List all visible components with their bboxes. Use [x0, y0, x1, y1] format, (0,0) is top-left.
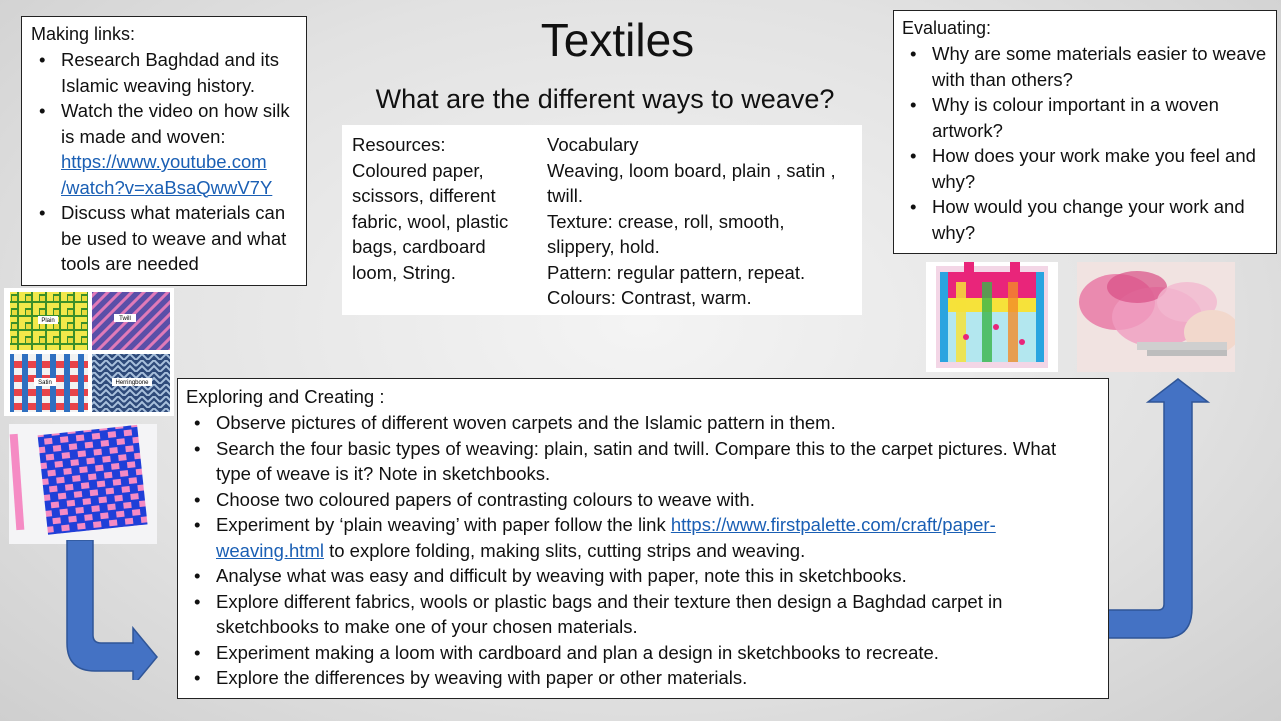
- bent-arrow-left: [55, 540, 165, 680]
- list-item: • Choose two coloured papers of contrasting colours to weave with.: [186, 487, 1096, 513]
- resources-column: [352, 132, 542, 285]
- paper-weaving-graphic: [9, 424, 157, 544]
- exploring-creating-box: [177, 378, 1109, 699]
- weave-label-satin: Satin: [38, 380, 52, 386]
- vocabulary-heading: Vocabulary: [547, 134, 639, 155]
- vocabulary-line: Pattern: regular pattern, repeat.: [547, 261, 806, 283]
- list-item: • Discuss what materials can be used to weave and what tools are needed: [31, 200, 298, 277]
- making-links-heading: Making links:: [31, 24, 136, 44]
- list-item: • Experiment making a loom with cardboard and plan a design in sketchbooks to recreate.: [186, 640, 1096, 666]
- resources-line: bags, cardboard: [352, 236, 486, 257]
- vocabulary-line: slippery, hold.: [547, 236, 660, 257]
- evaluating-box: [893, 10, 1277, 254]
- resources-vocabulary-box: [342, 125, 862, 315]
- paper-weaving-image: [9, 424, 157, 544]
- page-subtitle: What are the different ways to weave?: [375, 84, 835, 114]
- vocabulary-column: [547, 132, 857, 311]
- vocabulary-line: Colours: Contrast, warm.: [547, 287, 752, 308]
- list-item: • Observe pictures of different woven carpets and the Islamic pattern in them.: [186, 410, 1096, 436]
- weave-types-image: [4, 288, 174, 416]
- making-links-list: [31, 47, 298, 277]
- list-item: • Analyse what was easy and difficult by weaving with paper, note this in sketchbooks.: [186, 563, 1096, 589]
- weave-label-twill: Twill: [119, 316, 131, 322]
- list-item: [186, 512, 1096, 563]
- evaluating-heading: Evaluating:: [902, 18, 992, 38]
- youtube-link-part-1[interactable]: https://www.youtube.com: [61, 151, 267, 172]
- resources-line: loom, String.: [352, 261, 456, 283]
- firstpalette-link-part-2[interactable]: weaving.html: [216, 539, 324, 561]
- vocabulary-line: Weaving, loom board, plain , satin ,: [547, 159, 836, 181]
- resources-heading: Resources:: [352, 134, 446, 155]
- list-item-text: Experiment by ‘plain weaving’ with paper follow the link: [216, 514, 671, 535]
- list-item: • How would you change your work and why?: [902, 194, 1268, 245]
- resources-line: scissors, different: [352, 185, 496, 206]
- list-item: • Search the four basic types of weaving: plain, satin and twill. Compare this to the carpet pictures. What type of weave is it? Note in sketchbooks.: [186, 436, 1096, 487]
- youtube-link-part-2[interactable]: /watch?v=xaBsaQwwV7Y: [61, 176, 273, 198]
- up-arrow-right: [1104, 378, 1214, 640]
- woven-bag-graphic: [926, 262, 1058, 372]
- list-item: • Why are some materials easier to weave with than others?: [902, 41, 1268, 92]
- fabric-weaving-photo: [1077, 262, 1235, 372]
- weave-label-herringbone: Herringbone: [115, 380, 149, 386]
- list-item: • Research Baghdad and its Islamic weaving history.: [31, 47, 298, 98]
- fabric-weaving-graphic: [1077, 262, 1235, 372]
- exploring-heading: Exploring and Creating :: [186, 386, 385, 407]
- resources-line: Coloured paper,: [352, 159, 484, 181]
- list-item: [31, 98, 298, 200]
- vocabulary-line: twill.: [547, 185, 583, 206]
- list-item: • Explore the differences by weaving with paper or other materials.: [186, 665, 1096, 691]
- evaluating-list: [902, 41, 1268, 245]
- woven-bag-image: [926, 262, 1058, 372]
- exploring-list: [186, 410, 1096, 691]
- list-item: • How does your work make you feel and why?: [902, 143, 1268, 194]
- list-item: • Explore different fabrics, wools or plastic bags and their texture then design a Baghdad carpet in sketchbooks to make one of your chosen materials.: [186, 589, 1096, 640]
- list-item: • Why is colour important in a woven artwork?: [902, 92, 1268, 143]
- weave-types-graphic: [4, 288, 174, 416]
- vocabulary-line: Texture: crease, roll, smooth,: [547, 210, 785, 232]
- weave-label-plain: Plain: [41, 318, 55, 324]
- list-item-text: Watch the video on how silk is made and woven:: [61, 100, 290, 147]
- list-item-text: to explore folding, making slits, cutting strips and weaving.: [323, 539, 806, 561]
- page-title: Textiles: [540, 14, 695, 66]
- firstpalette-link-part-1[interactable]: https://www.firstpalette.com/craft/paper-: [670, 514, 996, 535]
- resources-line: fabric, wool, plastic: [352, 210, 509, 232]
- making-links-box: [21, 16, 307, 286]
